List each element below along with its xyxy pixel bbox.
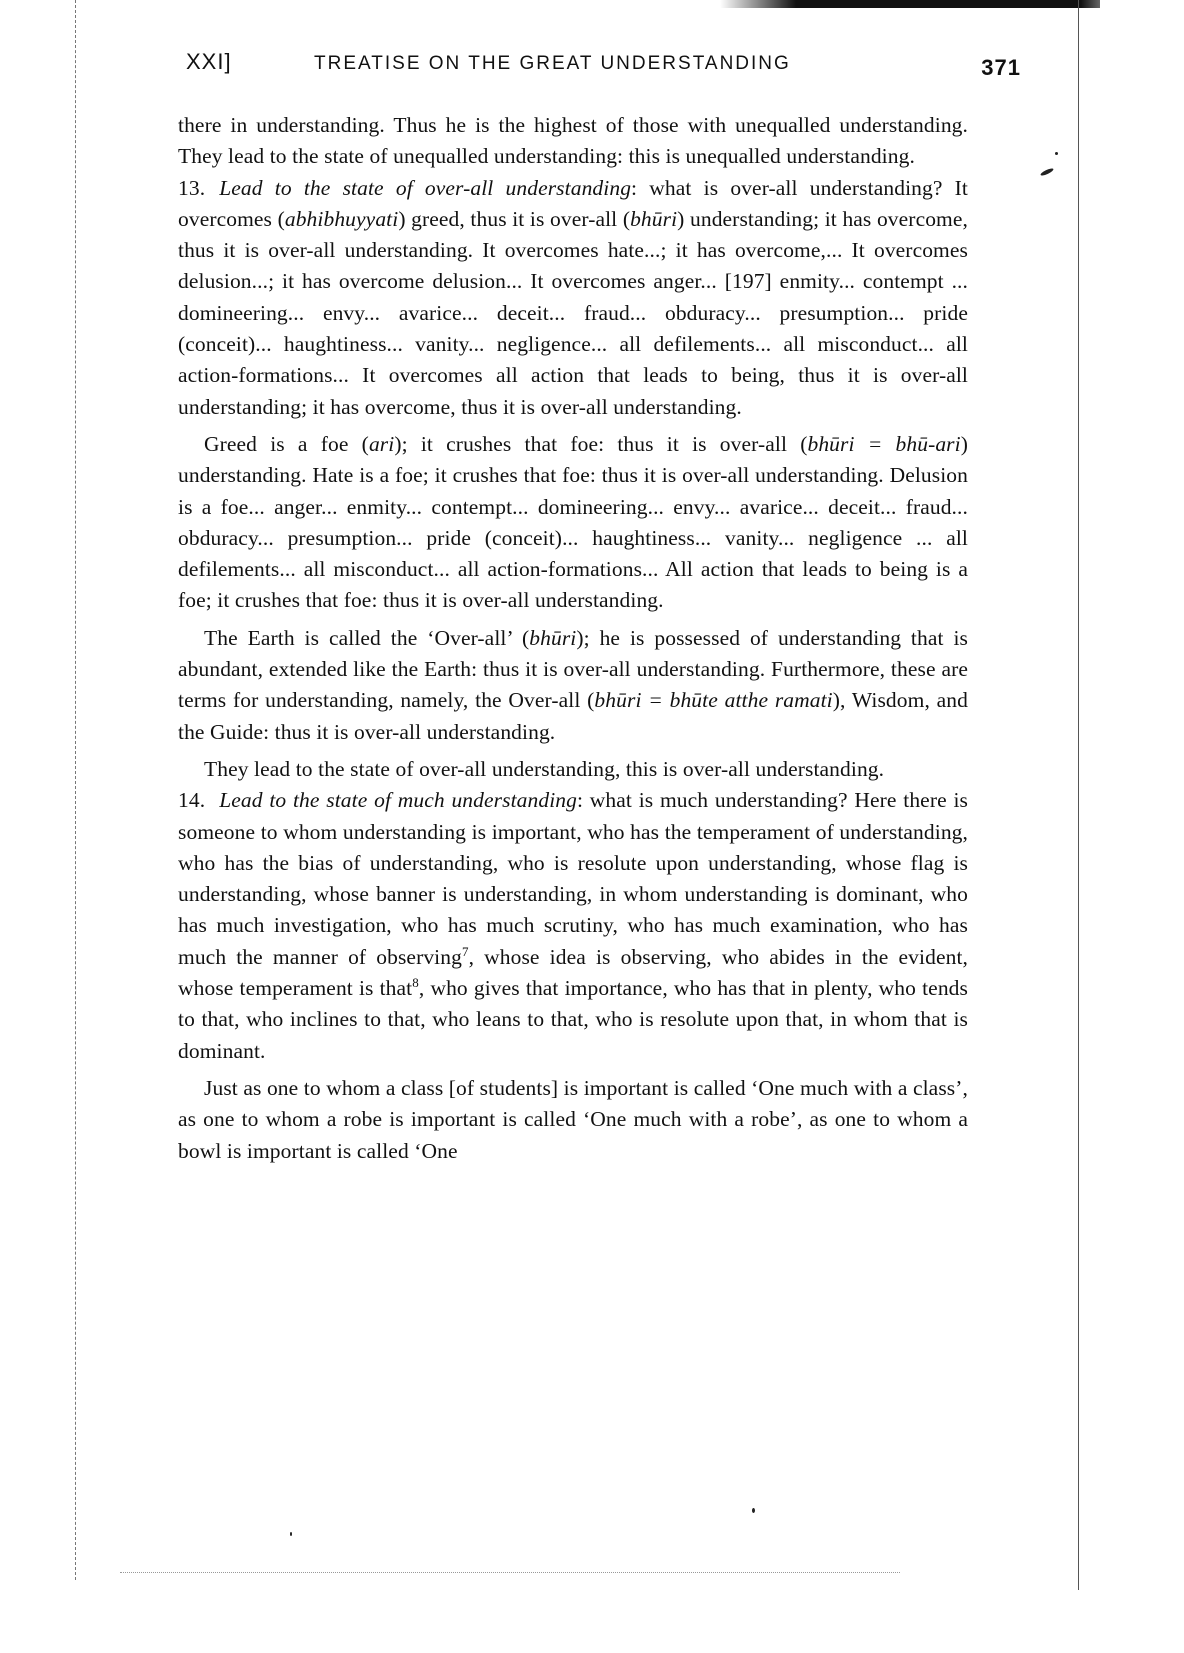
paragraph: [178, 1073, 968, 1167]
text-run: They lead to the state of over-all understanding, this is over-all understanding.: [204, 756, 885, 781]
italic-term: bhūri: [630, 206, 678, 231]
page-number: 371: [981, 55, 1021, 80]
italic-term: Lead to the state of much understanding: [219, 788, 577, 813]
running-head: [186, 45, 1021, 85]
text-run: ) greed, thus it is over-all (: [398, 206, 631, 231]
paragraph: [178, 110, 968, 173]
paragraph-numbered-13: [178, 173, 968, 423]
text-run: The Earth is called the ‘Over-all’ (: [204, 625, 530, 650]
text-run: Just as one to whom a class [of students] is important is called ‘One much with a class’, as one to whom a robe is important is called ‘One much with a robe’, as one to whom a bowl is important is called ‘One: [178, 1075, 968, 1163]
text-run: ); it crushes that foe: thus it is over-all (: [394, 431, 808, 456]
italic-term: bhūri: [529, 625, 577, 650]
scan-speck: [1040, 167, 1054, 177]
paragraph: [178, 754, 968, 785]
chapter-marker: XXI]: [186, 49, 232, 74]
section-number: 13.: [178, 175, 206, 200]
text-run: ), Wisdom, and the Guide: thus it is over-all understanding.: [178, 688, 968, 744]
text-run: : what is over-all understanding? It overcomes (: [178, 175, 968, 231]
footnote-marker: 7: [461, 943, 469, 959]
text-run: , whose idea is observing, who abides in the evident, whose temperament is that: [178, 944, 968, 1001]
running-title: TREATISE ON THE GREAT UNDERSTANDING: [314, 53, 791, 74]
scan-speck: [290, 1532, 292, 1536]
italic-term: bhūri = bhū-ari: [807, 431, 961, 456]
text-run: Greed is a foe (: [204, 431, 369, 456]
footnote-marker: 8: [412, 974, 419, 990]
paragraph: [178, 429, 968, 617]
italic-term: bhūri = bhūte atthe ramati: [594, 688, 833, 713]
italic-term: abhibhuyyati: [284, 206, 399, 231]
paragraph-numbered-14: [178, 785, 968, 1067]
italic-term: ari: [368, 431, 395, 456]
scan-edge-right: [1078, 0, 1079, 1590]
scan-speck: [1055, 152, 1058, 155]
paragraph: [178, 623, 968, 748]
body-text: [178, 110, 968, 1167]
scan-edge-left: [75, 0, 76, 1580]
text-run: : what is much understanding? Here there is someone to whom understanding is important, who has the temperament of understanding, who has the bias of understanding, who is resolute upon understanding, whose flag is understanding, whose banner is understanding, in whom understanding is dominant, who has much investigation, who has much scrutiny, who has much examination, who has much the manner of observing: [178, 788, 968, 969]
text-run: ); he is possessed of understanding that is abundant, extended like the Earth: thus it is over-all understanding. Furthermore, these are terms for understanding, namely, the Over-all (: [178, 625, 968, 713]
text-run: ) understanding. Hate is a foe; it crushes that foe: thus it is over-all understanding. Delusion is a foe... anger... enmity... contempt... domineering... envy... avarice... deceit... fraud... obduracy... presumption... pride (conceit)... haughtiness... vanity... negligence ... all defilements... all misconduct... all action-formations... All action that leads to being is a foe; it crushes that foe: thus it is over-all understanding.: [178, 431, 968, 613]
scan-speck: [752, 1508, 755, 1513]
italic-term: Lead to the state of over-all understanding: [219, 175, 632, 200]
text-run: ) understanding; it has overcome, thus it is over-all understanding. It overcomes hate...; it has overcome,... It overcomes delusion...; it has overcome delusion... It overcomes anger... [197] enmity... contempt ... domineering... envy... avarice... deceit... fraud... obduracy... presumption... pride (conceit)... haughtiness... vanity... negligence... all defilements... all misconduct... all action-formations... It overcomes all action that leads to being, thus it is over-all understanding; it has overcome, thus it is over-all understanding.: [178, 206, 968, 419]
scan-edge-bottom: [120, 1572, 900, 1573]
section-number: 14.: [178, 788, 206, 813]
text-run: , who gives that importance, who has that in plenty, who tends to that, who inclines to that, who leans to that, who is resolute upon that, in whom that is dominant.: [178, 976, 968, 1063]
scan-shadow-top: [720, 0, 1100, 8]
text-run: there in understanding. Thus he is the highest of those with unequalled understanding. They lead to the state of unequalled understanding: this is unequalled understanding.: [178, 113, 968, 169]
